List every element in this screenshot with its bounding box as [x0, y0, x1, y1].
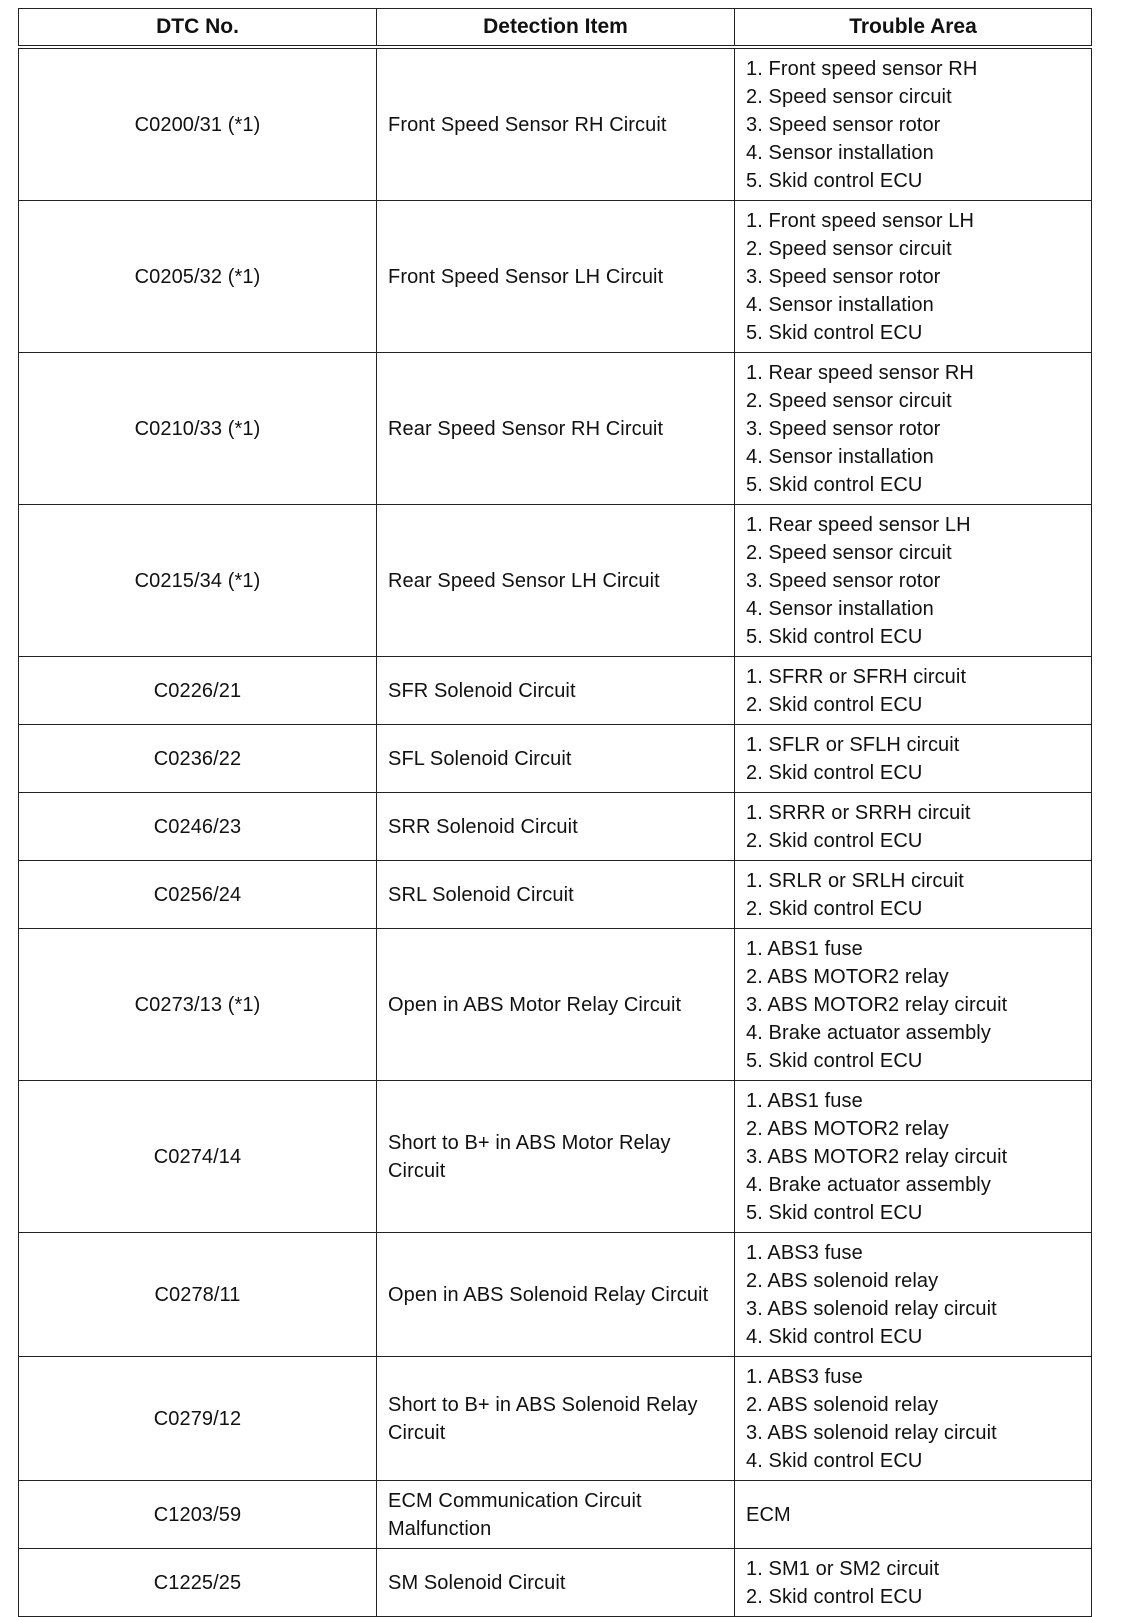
trouble-area-line: 3. Speed sensor rotor — [746, 569, 941, 592]
detection-item: Open in ABS Solenoid Relay Circuit — [377, 1233, 735, 1357]
trouble-area — [735, 861, 1092, 929]
trouble-area-line: 4. Sensor installation — [746, 293, 934, 316]
trouble-area-line: 5. Skid control ECU — [746, 1201, 923, 1224]
dtc-code: C0210/33 (*1) — [19, 353, 377, 505]
trouble-area-line: 1. SFLR or SFLH circuit — [746, 733, 960, 756]
dtc-code: C0279/12 — [19, 1357, 377, 1481]
detection-item: Short to B+ in ABS Motor Relay Circuit — [377, 1081, 735, 1233]
detection-item: ECM Communication Circuit Malfunction — [377, 1481, 735, 1549]
trouble-area — [735, 1549, 1092, 1617]
table-row — [19, 47, 1092, 201]
trouble-area — [735, 47, 1092, 201]
trouble-area-line: 1. Rear speed sensor RH — [746, 361, 974, 384]
dtc-code: C1225/25 — [19, 1549, 377, 1617]
detection-item: SRR Solenoid Circuit — [377, 793, 735, 861]
table-row — [19, 353, 1092, 505]
trouble-area-line: 2. Speed sensor circuit — [746, 85, 952, 108]
trouble-area-line: 3. Speed sensor rotor — [746, 417, 941, 440]
trouble-area-line: 5. Skid control ECU — [746, 625, 923, 648]
trouble-area-line: 1. SRRR or SRRH circuit — [746, 801, 971, 824]
detection-item: SFR Solenoid Circuit — [377, 657, 735, 725]
trouble-area-line: 2. Skid control ECU — [746, 693, 923, 716]
trouble-area-line: 2. ABS solenoid relay — [746, 1269, 939, 1292]
table-row — [19, 793, 1092, 861]
trouble-area-line: 1. ABS3 fuse — [746, 1241, 863, 1264]
trouble-area-line: 2. ABS solenoid relay — [746, 1393, 939, 1416]
dtc-code: C0274/14 — [19, 1081, 377, 1233]
detection-item: Rear Speed Sensor RH Circuit — [377, 353, 735, 505]
trouble-area-line: 4. Brake actuator assembly — [746, 1173, 991, 1196]
trouble-area-line: 4. Sensor installation — [746, 445, 934, 468]
trouble-area-line: 3. ABS MOTOR2 relay circuit — [746, 1145, 1008, 1168]
trouble-area-line: 1. Rear speed sensor LH — [746, 513, 971, 536]
trouble-area-line: 2. Speed sensor circuit — [746, 389, 952, 412]
trouble-area-line: 1. Front speed sensor RH — [746, 57, 978, 80]
table-row — [19, 929, 1092, 1081]
trouble-area-line: 5. Skid control ECU — [746, 169, 923, 192]
header-dtc-no: DTC No. — [19, 9, 377, 48]
trouble-area-line: 1. Front speed sensor LH — [746, 209, 975, 232]
dtc-code: C0246/23 — [19, 793, 377, 861]
trouble-area-line: 4. Brake actuator assembly — [746, 1021, 991, 1044]
trouble-area — [735, 353, 1092, 505]
dtc-code: C0226/21 — [19, 657, 377, 725]
table-row — [19, 1481, 1092, 1549]
dtc-code: C1203/59 — [19, 1481, 377, 1549]
trouble-area-line: 2. ABS MOTOR2 relay — [746, 1117, 949, 1140]
table-row — [19, 725, 1092, 793]
trouble-area-line: 3. ABS solenoid relay circuit — [746, 1297, 997, 1320]
trouble-area — [735, 1481, 1092, 1549]
trouble-area — [735, 929, 1092, 1081]
trouble-area — [735, 1357, 1092, 1481]
trouble-area-line: 1. ABS1 fuse — [746, 937, 863, 960]
dtc-code: C0256/24 — [19, 861, 377, 929]
dtc-table — [18, 8, 1092, 1617]
trouble-area — [735, 505, 1092, 657]
trouble-area-line: ECM — [746, 1503, 791, 1526]
trouble-area-line: 3. Speed sensor rotor — [746, 265, 941, 288]
trouble-area — [735, 657, 1092, 725]
trouble-area-line: 2. Speed sensor circuit — [746, 541, 952, 564]
table-row — [19, 861, 1092, 929]
trouble-area-line: 4. Skid control ECU — [746, 1325, 923, 1348]
header-trouble-area: Trouble Area — [735, 9, 1092, 48]
trouble-area-line: 5. Skid control ECU — [746, 321, 923, 344]
detection-item: SRL Solenoid Circuit — [377, 861, 735, 929]
trouble-area-line: 5. Skid control ECU — [746, 473, 923, 496]
trouble-area-line: 1. ABS3 fuse — [746, 1365, 863, 1388]
trouble-area-line: 3. ABS MOTOR2 relay circuit — [746, 993, 1008, 1016]
detection-item: Front Speed Sensor LH Circuit — [377, 201, 735, 353]
trouble-area — [735, 201, 1092, 353]
detection-item: Front Speed Sensor RH Circuit — [377, 47, 735, 201]
table-row — [19, 657, 1092, 725]
detection-item: SFL Solenoid Circuit — [377, 725, 735, 793]
trouble-area — [735, 793, 1092, 861]
dtc-code: C0273/13 (*1) — [19, 929, 377, 1081]
trouble-area-line: 1. SRLR or SRLH circuit — [746, 869, 964, 892]
trouble-area-line: 4. Sensor installation — [746, 597, 934, 620]
table-header-row — [19, 9, 1092, 48]
detection-item: Rear Speed Sensor LH Circuit — [377, 505, 735, 657]
table-row — [19, 1081, 1092, 1233]
table-row — [19, 1233, 1092, 1357]
trouble-area-line: 2. Skid control ECU — [746, 1585, 923, 1608]
table-row — [19, 1549, 1092, 1617]
trouble-area-line: 4. Sensor installation — [746, 141, 934, 164]
detection-item: Short to B+ in ABS Solenoid Relay Circuit — [377, 1357, 735, 1481]
trouble-area-line: 5. Skid control ECU — [746, 1049, 923, 1072]
dtc-code: C0278/11 — [19, 1233, 377, 1357]
trouble-area-line: 1. ABS1 fuse — [746, 1089, 863, 1112]
detection-item: Open in ABS Motor Relay Circuit — [377, 929, 735, 1081]
table-body — [19, 47, 1092, 1617]
trouble-area-line: 1. SFRR or SFRH circuit — [746, 665, 967, 688]
trouble-area — [735, 725, 1092, 793]
trouble-area-line: 1. SM1 or SM2 circuit — [746, 1557, 940, 1580]
table-row — [19, 201, 1092, 353]
dtc-code: C0200/31 (*1) — [19, 47, 377, 201]
dtc-code: C0215/34 (*1) — [19, 505, 377, 657]
table-row — [19, 1357, 1092, 1481]
trouble-area — [735, 1081, 1092, 1233]
trouble-area-line: 2. Skid control ECU — [746, 897, 923, 920]
trouble-area — [735, 1233, 1092, 1357]
trouble-area-line: 2. Speed sensor circuit — [746, 237, 952, 260]
trouble-area-line: 2. ABS MOTOR2 relay — [746, 965, 949, 988]
dtc-code: C0236/22 — [19, 725, 377, 793]
trouble-area-line: 2. Skid control ECU — [746, 829, 923, 852]
trouble-area-line: 3. ABS solenoid relay circuit — [746, 1421, 997, 1444]
trouble-area-line: 4. Skid control ECU — [746, 1449, 923, 1472]
dtc-code: C0205/32 (*1) — [19, 201, 377, 353]
detection-item: SM Solenoid Circuit — [377, 1549, 735, 1617]
trouble-area-line: 3. Speed sensor rotor — [746, 113, 941, 136]
trouble-area-line: 2. Skid control ECU — [746, 761, 923, 784]
table-row — [19, 505, 1092, 657]
header-detection-item: Detection Item — [377, 9, 735, 48]
